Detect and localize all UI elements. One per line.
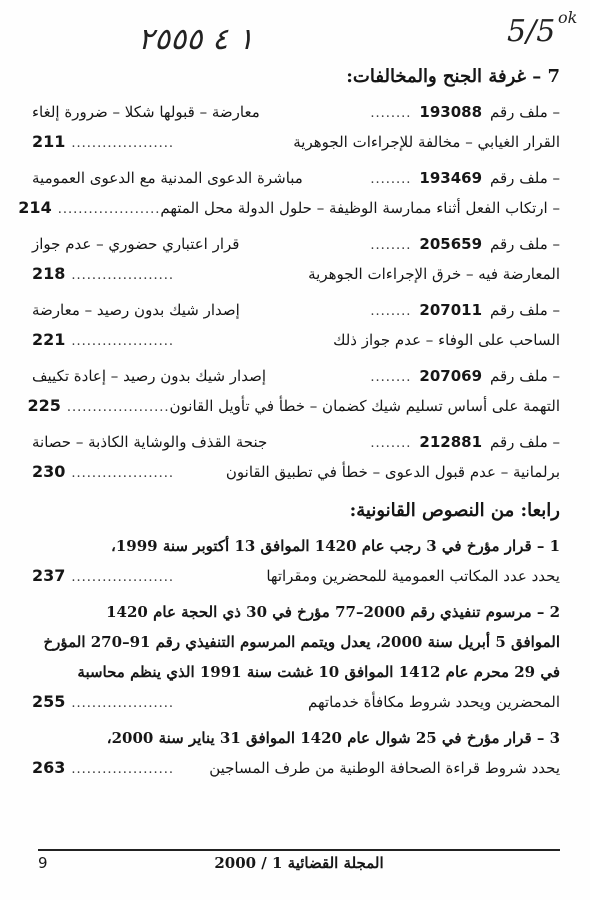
case-entry-tail — [18, 194, 160, 224]
dot-leader: .................... — [71, 136, 175, 151]
case-summary-line1: جنحة القذف والوشاية الكاذبة – حصانة — [32, 433, 268, 451]
case-summary-line2: الساحب على الوفاء – عدم جواز ذلك — [333, 331, 560, 349]
legal-text-content: يحدد عدد المكاتب العمومية للمحضرين ومقراتها — [266, 567, 560, 585]
legal-text-item — [32, 532, 560, 592]
page-number: 225 — [27, 396, 61, 415]
legal-text-tail — [32, 754, 174, 784]
footer-journal-title: المجلة القضائية 1 / 2000 — [214, 854, 384, 872]
case-entry-lead — [370, 98, 560, 128]
legal-text-line — [32, 754, 560, 784]
case-number: 207011 — [419, 301, 483, 319]
legal-text-content: في 29 محرم عام 1412 الموافق 10 غشت سنة 1991 الذي ينظم محاسبة — [77, 663, 560, 681]
dot-leader: ........ — [370, 238, 412, 253]
case-number: 193469 — [419, 169, 483, 187]
dot-leader: ........ — [370, 106, 412, 121]
case-entry-line1 — [32, 296, 560, 326]
dot-leader: .................... — [71, 696, 175, 711]
case-number: 205659 — [419, 235, 483, 253]
case-entry-line1 — [32, 98, 560, 128]
case-entry-line2 — [18, 194, 560, 224]
case-entry-line2 — [32, 128, 560, 158]
case-number: 207069 — [419, 367, 483, 385]
legal-text-line — [32, 658, 560, 688]
legal-text-tail — [32, 562, 174, 592]
page-content — [18, 62, 560, 784]
case-entry-line1 — [32, 164, 560, 194]
case-entry — [32, 428, 560, 488]
case-entry-line1 — [32, 362, 560, 392]
dot-leader: .................... — [71, 570, 175, 585]
dot-leader: ........ — [370, 172, 412, 187]
legal-text-line — [32, 562, 560, 592]
legal-text-item — [32, 598, 560, 718]
legal-text-content: الموافق 5 أبريل سنة 2000، يعدل ويتمم المرسوم التنفيذي رقم 91–270 المؤرخ — [43, 633, 560, 651]
case-label: – ملف رقم — [490, 301, 560, 319]
legal-text-item — [32, 724, 560, 784]
case-entry — [32, 296, 560, 356]
handwritten-annotation-left: ١ ٤ ٢٥٥٥ — [138, 22, 254, 57]
case-summary-line1: إصدار شيك بدون رصيد – معارضة — [32, 301, 240, 319]
case-summary-line2: المعارضة فيه – خرق الإجراءات الجوهرية — [308, 265, 560, 283]
footer-divider — [38, 849, 560, 851]
legal-text-content: 2 – مرسوم تنفيذي رقم 2000–77 مؤرخ في 30 ذي الحجة عام 1420 — [106, 603, 560, 621]
legal-text-content: 1 – قرار مؤرخ في 3 رجب عام 1420 الموافق 13 أكتوبر سنة 1999، — [111, 537, 560, 555]
dot-leader: .................... — [71, 334, 175, 349]
case-entry — [18, 164, 560, 224]
page-number: 211 — [32, 132, 66, 151]
case-summary-line2: التهمة على أساس تسليم شيك كضمان – خطأ في تأويل القانون — [169, 397, 560, 415]
handwritten-annotation-right: 5/5 — [507, 14, 556, 49]
case-entry-lead — [370, 362, 560, 392]
legal-text-content: 3 – قرار مؤرخ في 25 شوال عام 1420 الموافق 31 يناير سنة 2000، — [106, 729, 560, 747]
case-entry-lead — [370, 428, 560, 458]
legal-text-content: المحضرين ويحدد شروط مكافأة خدماتهم — [308, 693, 560, 711]
case-entry-tail — [32, 458, 174, 488]
legal-text-line — [32, 532, 560, 562]
section-heading-legal-texts: رابعا: من النصوص القانونية: — [349, 500, 560, 521]
dot-leader: .................... — [71, 762, 175, 777]
case-entry — [32, 230, 560, 290]
dot-leader: .................... — [71, 466, 175, 481]
case-summary-line2: برلمانية – عدم قبول الدعوى – خطأ في تطبيق القانون — [225, 463, 560, 481]
page-number: 218 — [32, 264, 66, 283]
case-number: 193088 — [419, 103, 483, 121]
page-number: 255 — [32, 692, 66, 711]
dot-leader: .................... — [66, 400, 170, 415]
page-number: 263 — [32, 758, 66, 777]
case-summary-line1: قرار اعتباري حضوري – عدم جواز — [32, 235, 240, 253]
case-entry-lead — [370, 296, 560, 326]
case-entry-line2 — [32, 326, 560, 356]
case-entry — [27, 362, 560, 422]
case-entry-tail — [32, 260, 174, 290]
case-label: – ملف رقم — [490, 235, 560, 253]
case-entry-lead — [370, 230, 560, 260]
legal-text-line — [32, 598, 560, 628]
page-number: 230 — [32, 462, 66, 481]
case-entry-line2 — [27, 392, 560, 422]
page-number: 221 — [32, 330, 66, 349]
handwritten-annotation-ok: ok — [558, 8, 578, 27]
case-summary-line1: مباشرة الدعوى المدنية مع الدعوى العمومية — [32, 169, 303, 187]
case-entry-line1 — [32, 230, 560, 260]
case-summary-line2: – ارتكاب الفعل أثناء ممارسة الوظيفة – حلول الدولة محل المتهم — [160, 199, 560, 217]
case-summary-line1: إصدار شيك بدون رصيد – إعادة تكييف — [32, 367, 266, 385]
case-label: – ملف رقم — [490, 169, 560, 187]
case-entry-line2 — [32, 458, 560, 488]
case-summary-line2: القرار الغيابي – مخالفة للإجراءات الجوهرية — [293, 133, 560, 151]
footer-page-number: 9 — [38, 854, 48, 872]
case-entry — [32, 98, 560, 158]
legal-text-content: يحدد شروط قراءة الصحافة الوطنية من طرف المساجين — [209, 759, 560, 777]
case-entry-line2 — [32, 260, 560, 290]
dot-leader: ........ — [370, 370, 412, 385]
case-label: – ملف رقم — [490, 433, 560, 451]
legal-text-tail — [32, 688, 174, 718]
case-entry-tail — [27, 392, 169, 422]
page-number: 237 — [32, 566, 66, 585]
dot-leader: ........ — [370, 304, 412, 319]
page-number: 214 — [18, 198, 52, 217]
dot-leader: ........ — [370, 436, 412, 451]
legal-texts-list — [32, 532, 560, 784]
legal-text-line — [32, 628, 560, 658]
case-summary-line1: معارضة – قبولها شكلا – ضرورة إلغاء — [32, 103, 260, 121]
dot-leader: .................... — [57, 202, 161, 217]
case-label: – ملف رقم — [490, 103, 560, 121]
legal-text-line — [32, 724, 560, 754]
page-footer — [38, 854, 560, 878]
case-entry-line1 — [32, 428, 560, 458]
case-entry-tail — [32, 128, 174, 158]
dot-leader: .................... — [71, 268, 175, 283]
case-number: 212881 — [419, 433, 483, 451]
section-heading-misdemeanors: 7 – غرفة الجنح والمخالفات: — [346, 66, 560, 87]
case-entries-list — [18, 98, 560, 488]
case-entry-tail — [32, 326, 174, 356]
case-label: – ملف رقم — [490, 367, 560, 385]
case-entry-lead — [370, 164, 560, 194]
legal-text-line — [32, 688, 560, 718]
